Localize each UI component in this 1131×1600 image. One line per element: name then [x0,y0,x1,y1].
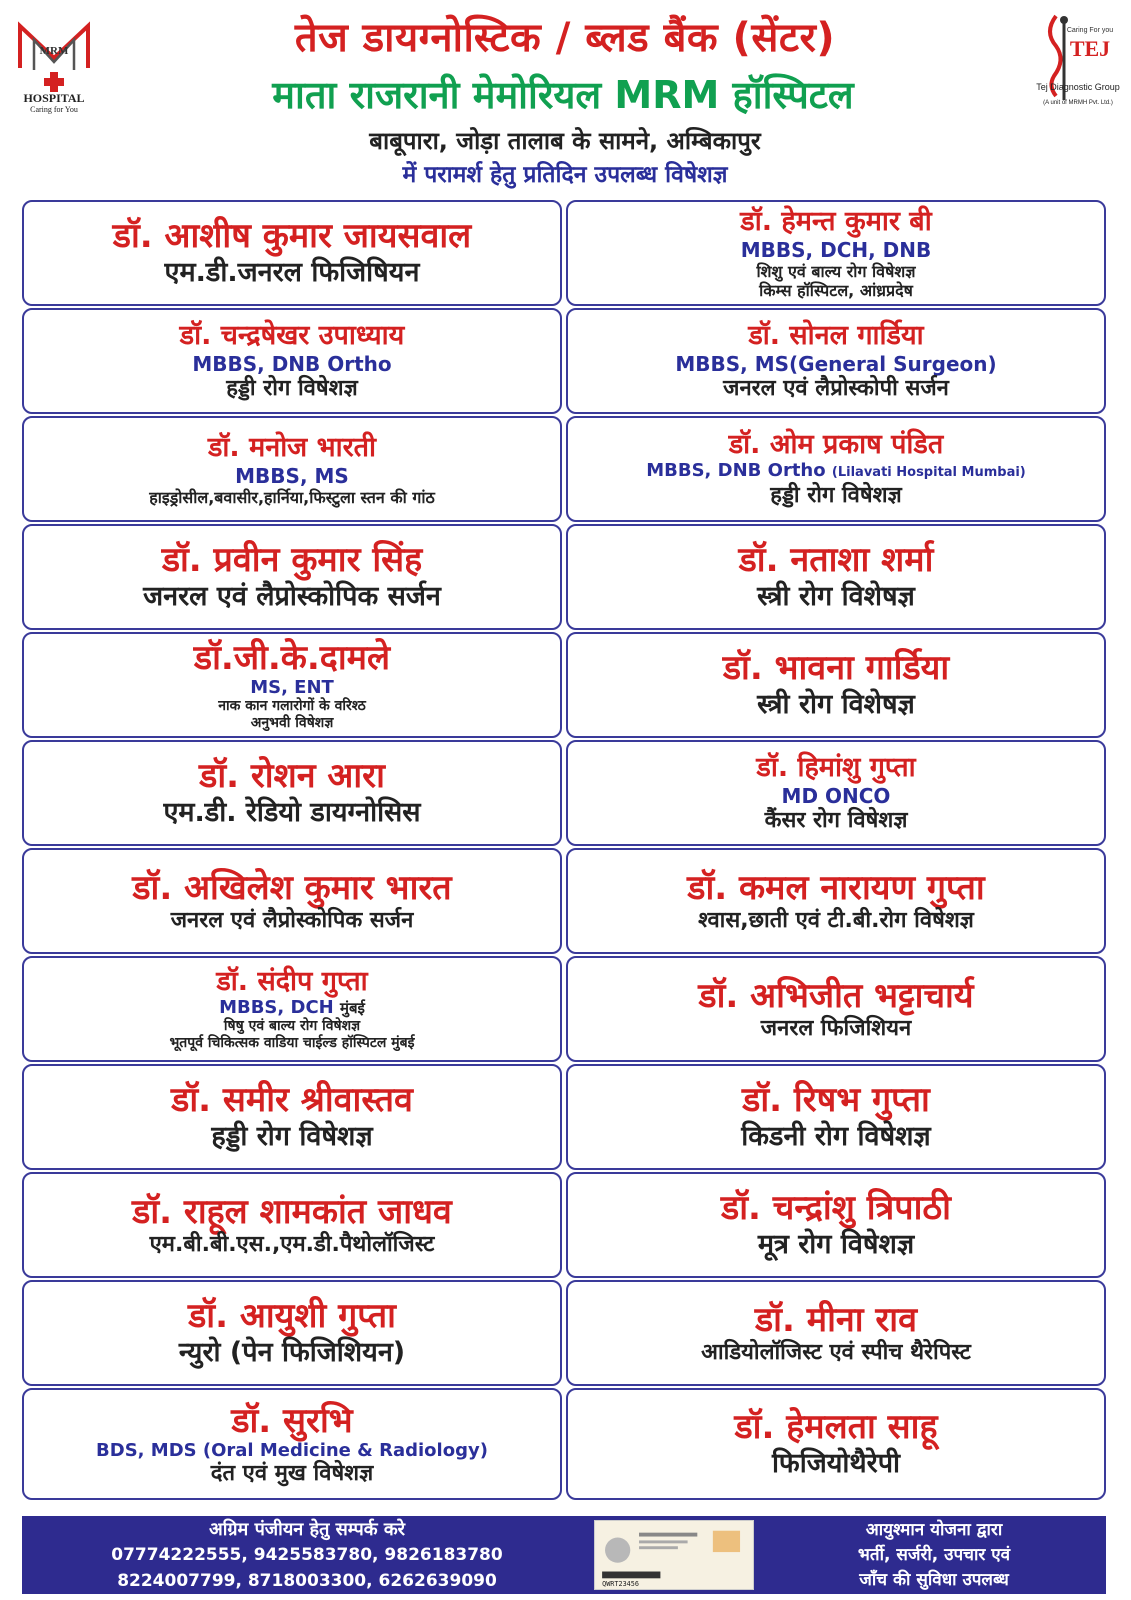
ayushman-scheme-note [762,1516,1106,1594]
doctor-specialty: जनरल फिजिशियन [760,1016,912,1041]
doctor-name: डॉ. प्रवीन कुमार सिंह [161,540,423,580]
doctor-name: डॉ. भावना गार्डिया [722,648,950,688]
logo-right-tagline: Caring For you [1066,27,1114,34]
doctor-card [22,1280,562,1386]
doctor-card [566,200,1106,306]
doctor-specialty-2: अनुभवी विषेशज्ञ [250,715,334,731]
doctor-grid [22,200,1106,1516]
qualification-note: (Lilavati Hospital Mumbai) [831,465,1026,480]
doctor-card [566,740,1106,846]
doctor-specialty: हड्डी रोग विषेशज्ञ [770,483,902,508]
doctor-qualification: MBBS, MS(General Surgeon) [675,352,997,376]
doctor-qualification: MBBS, DNB Ortho [192,352,392,376]
doctor-card [22,848,562,954]
doctor-card [566,632,1106,738]
doctor-card [22,200,562,306]
doctor-specialty: एम.बी.बी.एस.,एम.डी.पैथोलॉजिस्ट [149,1232,435,1257]
doctor-qualification [646,461,1026,483]
doctor-name: डॉ. नताशा शर्मा [738,540,934,580]
card-id: QWRT23456 [602,1580,639,1589]
doctor-card [22,1172,562,1278]
doctor-specialty: दंत एवं मुख विषेशज्ञ [210,1461,374,1486]
tej-diagnostic-logo [1026,10,1122,114]
qualification-degrees: MBBS, DCH [219,997,334,1018]
doctor-specialty: किडनी रोग विषेशज्ञ [741,1121,931,1152]
doctor-qualification: MS, ENT [250,677,334,698]
address: बाबूपारा, जोड़ा तालाब के सामने, अम्बिकापुर [369,127,761,155]
doctor-specialty: स्त्री रोग विशेषज्ञ [757,689,915,720]
doctor-name: डॉ.जी.के.दामले [193,638,391,678]
doctor-card [22,524,562,630]
doctor-name: डॉ. अभिजीत भट्टाचार्य [698,976,974,1016]
doctor-card [566,956,1106,1062]
doctor-name: डॉ. आशीष कुमार जायसवाल [112,216,472,256]
doctor-name: डॉ. हेमन्त कुमार बी [740,206,932,237]
ayushman-line-1: आयुश्मान योजना द्वारा [865,1520,1003,1540]
doctor-affiliation: भूतपूर्व चिकित्सक वाडिया चाईल्ड हॉस्पिटल मुंबई [169,1035,415,1051]
doctor-name: डॉ. मीना राव [754,1300,917,1340]
ayushman-line-2: भर्ती, सर्जरी, उपचार एवं [857,1545,1011,1565]
logo-right-mark: TEJ [1069,36,1111,61]
doctor-affiliation: किम्स हॉस्पिटल, आंध्रप्रदेष [759,281,913,300]
doctor-card [22,1388,562,1500]
doctor-specialty: जनरल एवं लैप्रोस्कोपिक सर्जन [170,908,414,933]
doctor-name: डॉ. सुरभि [231,1401,353,1441]
doctor-card [566,1172,1106,1278]
qualification-degrees: MBBS, DNB Ortho [646,460,826,481]
doctor-qualification: MBBS, MS [235,463,349,488]
doctor-card [566,1064,1106,1170]
doctor-name: डॉ. ओम प्रकाष पंडित [728,429,944,460]
title-line-1: तेज डायग्नोस्टिक / ब्लड बैंक (सेंटर) [294,15,836,61]
doctor-card [566,416,1106,522]
doctor-name: डॉ. रोशन आरा [199,756,385,796]
doctor-specialty: हाइड्रोसील,बवासीर,हार्निया,फिस्टुला स्तन की गांठ [149,487,435,507]
doctor-name: डॉ. मनोज भारती [207,431,377,463]
doctor-name: डॉ. सोनल गार्डिया [748,320,924,351]
phone-numbers-1: 07774222555, 9425583780, 9826183780 [111,1545,503,1565]
doctor-name: डॉ. आयुशी गुप्ता [188,1296,396,1336]
mrm-hospital-logo [14,18,94,114]
contact-footer [22,1516,1106,1594]
doctor-specialty: जनरल एवं लैप्रोस्कोपी सर्जन [723,376,949,401]
doctor-specialty: नाक कान गलारोगों के वरिश्ठ [218,698,366,714]
doctor-specialty: एम.डी.जनरल फिजिषियन [164,257,420,288]
phone-numbers-2: 8224007799, 8718003300, 6262639090 [117,1571,497,1591]
doctor-card [566,848,1106,954]
doctor-card [566,308,1106,414]
doctor-specialty: कैंसर रोग विषेशज्ञ [764,808,908,833]
doctor-specialty: षिषु एवं बाल्य रोग विषेशज्ञ [223,1018,361,1034]
doctor-specialty: हड्डी रोग विषेशज्ञ [211,1121,373,1152]
qualification-city: मुंबई [340,999,365,1017]
doctor-specialty: आडियोलॉजिस्ट एवं स्पीच थैरेपिस्ट [701,1340,971,1365]
doctor-name: डॉ. हेमलता साहू [734,1407,938,1447]
ayushman-card-image [594,1520,754,1590]
logo-right-name: Tej Diagnostic Group [1036,82,1120,92]
doctor-card [566,1280,1106,1386]
doctor-name: डॉ. रिषभ गुप्ता [742,1080,930,1120]
title-line-2: माता राजरानी मेमोरियल MRM हॉस्पिटल [272,73,854,117]
doctor-card [566,1388,1106,1500]
doctor-card [22,740,562,846]
doctor-card [22,632,562,738]
header [0,0,1131,200]
doctor-card [566,524,1106,630]
doctor-name: डॉ. राहूल शामकांत जाधव [132,1192,452,1232]
doctor-specialty: मूत्र रोग विषेशज्ञ [757,1229,915,1260]
booking-label: अग्रिम पंजीयन हेतु सम्पर्क करे [208,1519,406,1540]
logo-tagline: Caring for You [30,105,78,114]
doctor-name: डॉ. समीर श्रीवास्तव [171,1080,413,1120]
doctor-specialty: हड्डी रोग विषेशज्ञ [226,376,358,401]
doctor-qualification: BDS, MDS (Oral Medicine & Radiology) [96,1440,488,1461]
doctor-specialty: स्त्री रोग विशेषज्ञ [757,581,915,612]
doctor-name: डॉ. संदीप गुप्ता [216,966,368,997]
doctor-name: डॉ. हिमांशु गुप्ता [756,752,916,783]
doctor-card [22,308,562,414]
doctor-specialty: जनरल एवं लैप्रोस्कोपिक सर्जन [143,581,441,612]
doctor-specialty: श्वास,छाती एवं टी.बी.रोग विषेशज्ञ [698,908,974,933]
doctor-card [22,416,562,522]
doctor-name: डॉ. चन्द्रांशु त्रिपाठी [721,1188,951,1228]
booking-contact [22,1516,592,1594]
logo-right-note: (A unit of MRMH Pvt. Ltd.) [1043,100,1113,106]
doctor-specialty: फिजियोथैरेपी [771,1448,901,1479]
doctor-name: डॉ. अखिलेश कुमार भारत [132,868,452,908]
doctor-specialty: शिशु एवं बाल्य रोग विषेशज्ञ [756,262,916,281]
doctor-name: डॉ. चन्द्रषेखर उपाध्याय [179,320,405,351]
doctor-qualification [219,998,365,1018]
availability-note: में परामर्श हेतु प्रतिदिन उपलब्ध विषेशज्ञ [402,162,728,188]
ayushman-line-3: जाँच की सुविधा उपलब्ध [859,1570,1009,1590]
doctor-card [22,1064,562,1170]
logo-mark: MRM [39,45,69,57]
doctor-qualification: MD ONCO [781,784,891,808]
doctor-qualification: MBBS, DCH, DNB [740,238,932,262]
logo-name: HOSPITAL [23,91,85,105]
doctor-card [22,956,562,1062]
doctor-name: डॉ. कमल नारायण गुप्ता [687,868,985,908]
doctor-specialty: एम.डी. रेडियो डायग्नोसिस [163,797,421,828]
doctor-specialty: न्युरो (पेन फिजिशियन) [178,1337,406,1368]
